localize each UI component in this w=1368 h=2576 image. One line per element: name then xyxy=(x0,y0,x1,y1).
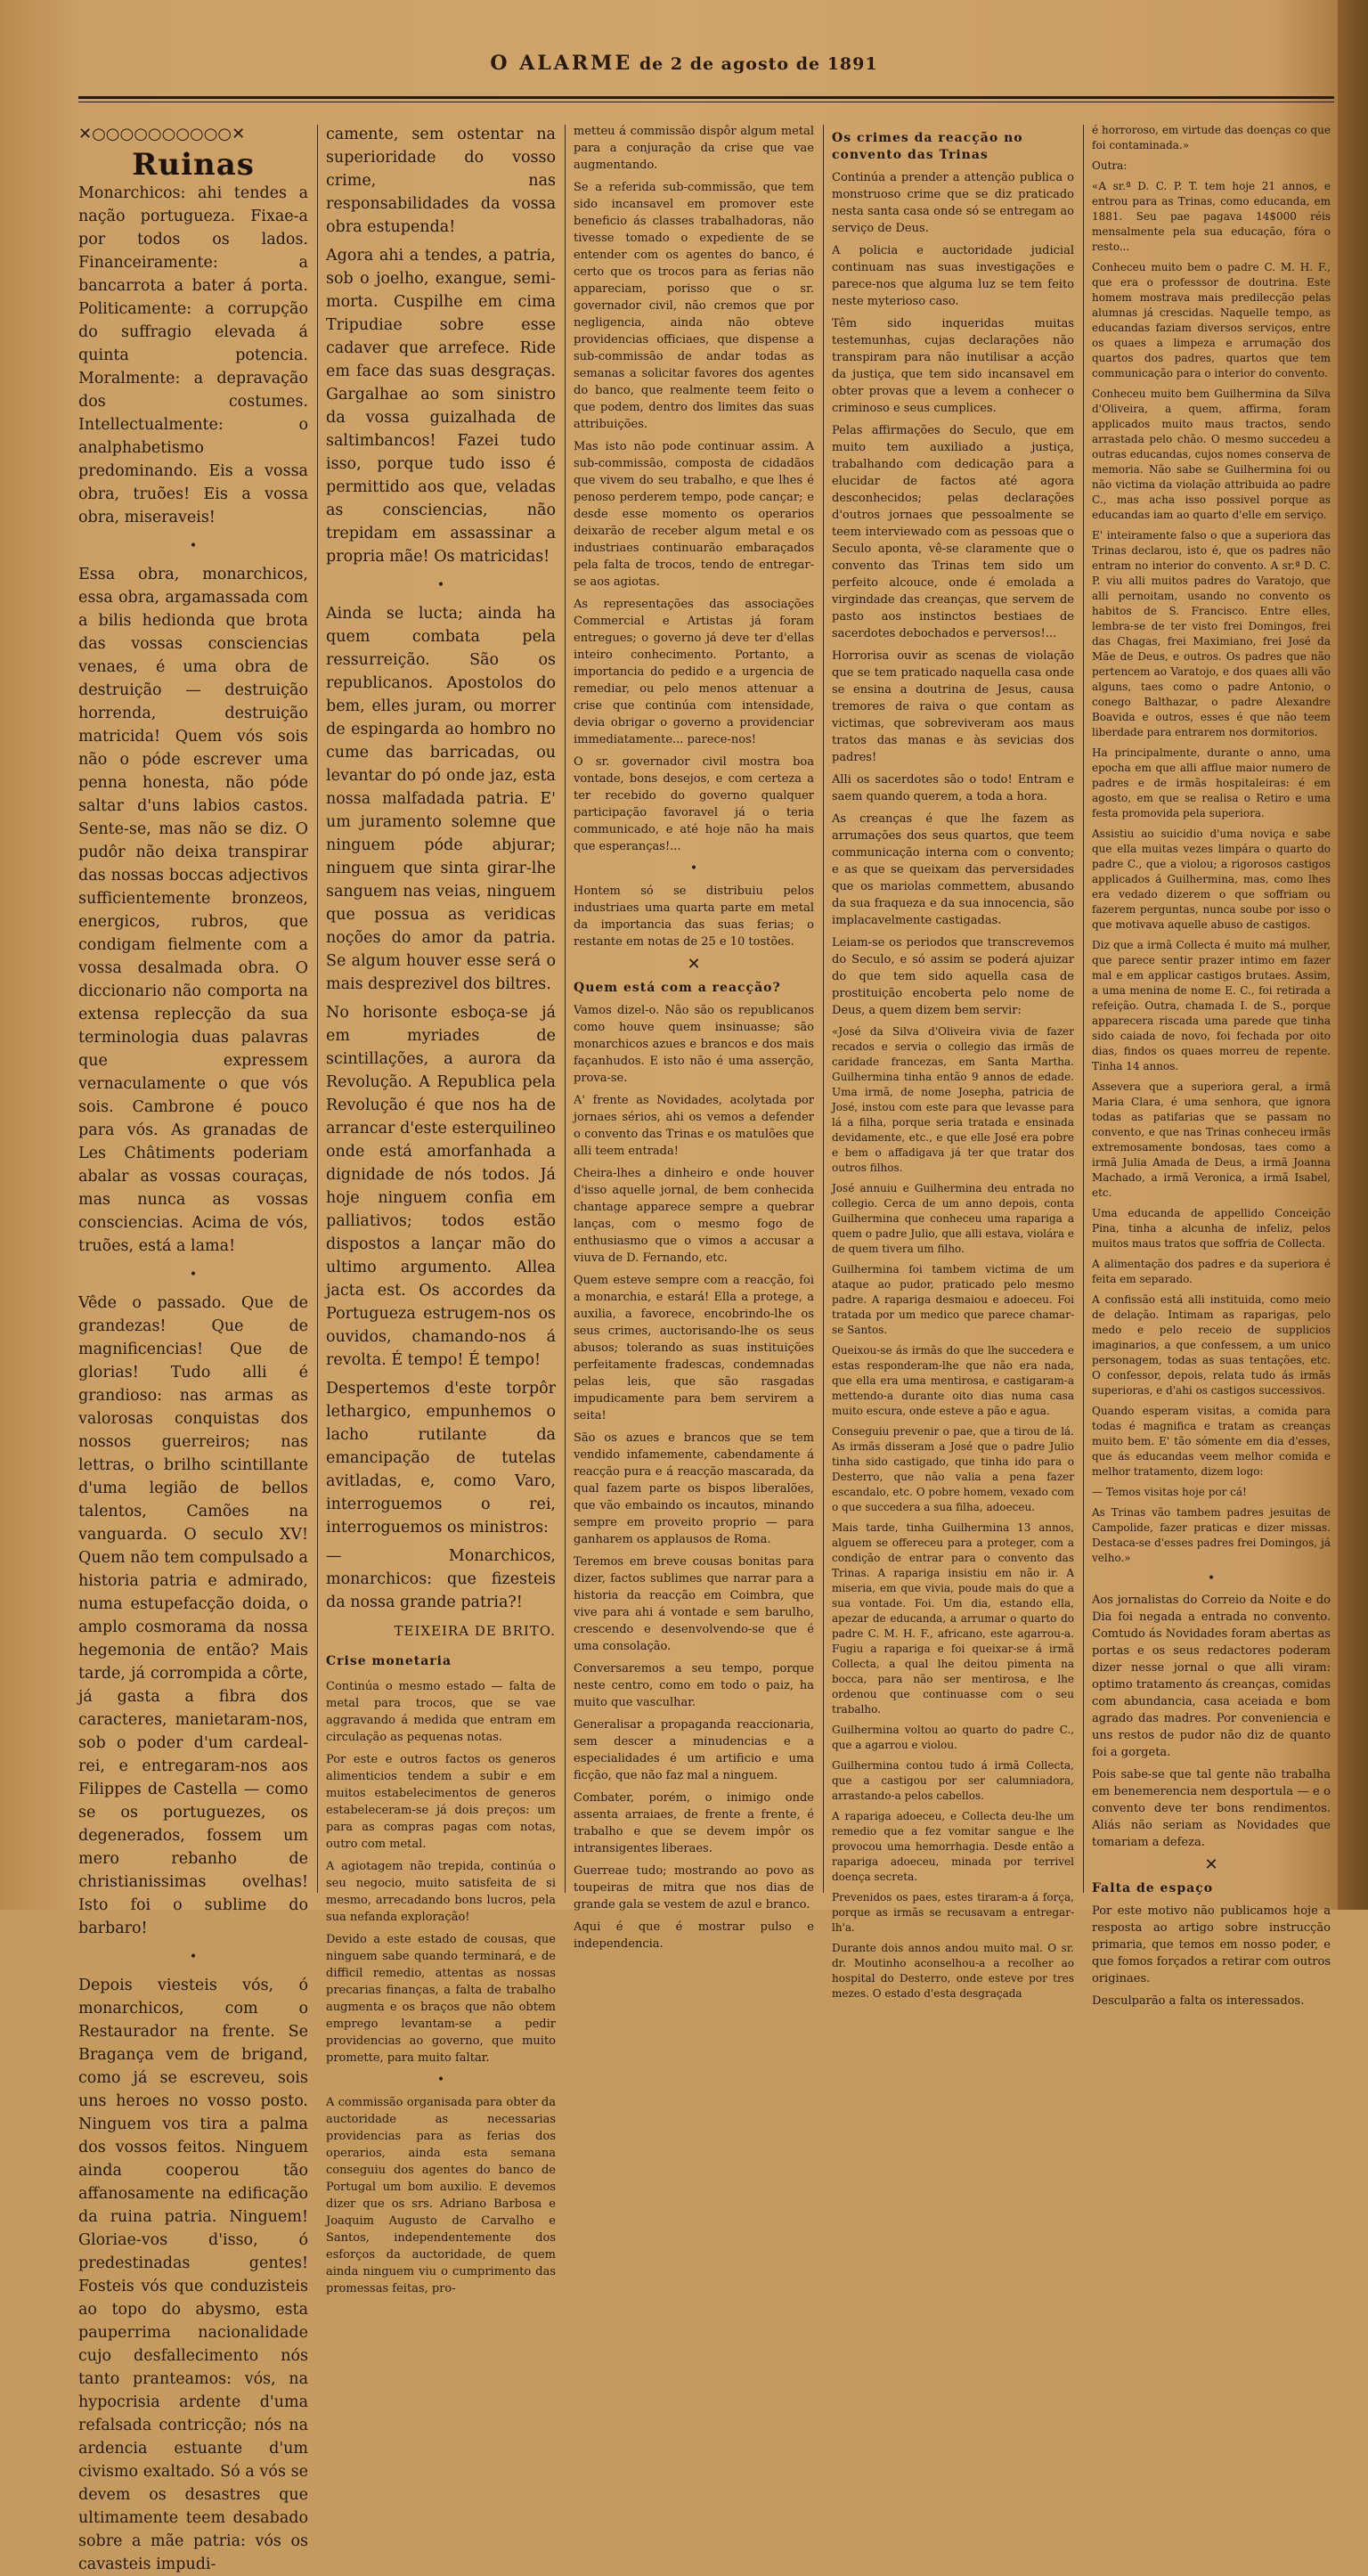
paragraph: Guerreae tudo; mostrando ao povo as toupeiras de mitra que nos dias de grande gala se vestem de azul e branco. xyxy=(574,1864,814,1912)
paragraph: São os azues e brancos que se tem vendido infamemente, cabendamente á reacção pura e á reacção mascarada, da qual fazem parte os bispos liberalões, que vão embaindo os incautos, minando sempre em proveito proprio — para ganharem os applausos de Roma. xyxy=(574,1431,814,1546)
page-edge xyxy=(1338,0,1368,1910)
paragraph: Vamos dizel-o. Não são os republicanos como houve quem insinuasse; são monarchicos azues e brancos e dos mais façanhudos. E isto não é uma asserção, prova-se. xyxy=(574,1004,814,1085)
masthead xyxy=(0,52,1368,75)
column-4 xyxy=(832,123,1074,2000)
quote-paragraph: Assistiu ao suicidio d'uma noviça e sabe que ella muitas vezes limpára o quarto do padre C., que a violou; a rigorosos castigos applicados á Guilhermina, mas, como lhes era vedado dizerem o que soffriam ou fazerem perguntas, nunca soube por isso o que motivava aquelle abuso de castigos. xyxy=(1092,827,1331,931)
quote-paragraph: Conheceu muito bem Guilhermina da Silva d'Oliveira, a quem, affirma, foram applicados muito maus tractos, sendo arrastada pelo chão. O mesmo succedeu a outras educandas, cujos nomes conserva de memoria. Não sabe se Guilhermina foi ou não victima da violação attribuida ao padre C., mas acha isso possivel porque as educandas iam ao quarto d'elle em serviço. xyxy=(1092,387,1331,521)
paragraph: Por este motivo não publicamos hoje a resposta ao artigo sobre instrucção primaria, que temos em nosso poder, e que fomos forçados a retirar com outros originaes. xyxy=(1092,1904,1331,1985)
paragraph: A' frente as Novidades, acolytada por jornaes sérios, ahi os vemos a defender o convento das Trinas e os matulões que alli teem entrada! xyxy=(574,1094,814,1158)
column-1 xyxy=(78,123,308,2573)
paragraph: Depois viesteis vós, ó monarchicos, com o Restaurador na frente. Se Bragança vem de brigand, como já se escreveu, sois uns heroes no vosso posto. Ninguem vos tira a palma dos vossos feitos. Ninguem ainda cooperou tão affanosamente na edificação da ruina patria. Ninguem! Gloriae-vos d'isso, ó predestinadas gentes! Fosteis vós que conduzisteis ao topo do abysmo, esta pauperrima nacionalidade cujo desfallecimento nós tanto pranteamos: vós, na hypocrisia ardente d'uma refalsada contricção; nós na ardencia estuante d'um civismo exaltado. Só a vós se devem os desastres que ultimamente teem desabado sobre a mãe patria: vós os cavasteis impudi- xyxy=(78,1977,308,2573)
paragraph: Leiam-se os periodos que transcrevemos do Seculo, e só assim se poderá ajuizar do que tem sido aquella casa de prostituição encoberta pelo nome de Deus, a quem dizem bem servir: xyxy=(832,936,1074,1017)
paragraph: Ainda se lucta; ainda ha quem combata pela ressurreição. São os republicanos. Apostolos do bem, elles juram, ou morrer de espingarda ao hombro no cume das barricadas, ou levantar do pó onde jaz, esta nossa malfadada patria. E' um juramento solemne que ninguem póde abjurar; ninguem que sinta girar-lhe sanguem nas veias, ninguem que possua as veridicas noções do amor da patria. Se algum houver esse será o mais desprezivel dos biltres. xyxy=(326,605,556,993)
paragraph: Alli os sacerdotes são o todo! Entram e saem quando querem, a toda a hora. xyxy=(832,773,1074,803)
quote-paragraph: Guilhermina contou tudo á irmã Collecta, que a castigou por ser calumniadora, arrastando-a pelos cabellos. xyxy=(832,1759,1074,1802)
quote-paragraph: é horroroso, em virtude das doenças co que foi contaminada.» xyxy=(1092,124,1331,151)
quote-paragraph: «A sr.ª D. C. P. T. tem hoje 21 annos, e entrou para as Trinas, como educanda, em 1881. Seu pae pagava 14$000 réis mensalmente pela sua educação, fóra o resto... xyxy=(1092,180,1331,253)
paragraph: Pelas affirmações do Seculo, que em muito tem auxiliado a justiça, trabalhando com dedicação para a elucidar de factos até agora desconhecidos; pelas declarações d'outros jornaes que pessoalmente se teem interviewado com as pessoas que o Seculo aponta, vê-se claramente que o convento das Trinas tem sido um perfeito alcouce, onde é emolada a virgindade das creanças, que servem de pasto aos instinctos bestiaes de sacerdotes debochados e perversos!... xyxy=(832,424,1074,640)
paragraph: A agiotagem não trepida, continúa o seu negocio, muito satisfeita de si mesmo, arrecadando bons lucros, pela sua nefanda exploração! xyxy=(326,1860,556,1924)
quote-paragraph: Guilhermina voltou ao quarto do padre C., que a agarrou e violou. xyxy=(832,1724,1074,1751)
paragraph: Teremos em breve cousas bonitas para dizer, factos sublimes que narrar para a historia da reacção em Coimbra, que vive para ahi á vontade e sem barulho, crescendo e desenvolvendo-se que é uma consolação. xyxy=(574,1555,814,1653)
quote-paragraph: Mais tarde, tinha Guilhermina 13 annos, alguem se offereceu para a proteger, com a condição de entrar para o convento das Trinas. A rapariga insistiu em não ir. A miseria, em que vivia, poude mais do que a sua vontade. Foi. Um dia, estando ella, apezar de educanda, a arrumar o quarto do padre C. M. H. F., africano, este agarrou-a. Fugiu a rapariga e foi queixar-se á irmã Collecta, a qual lhe deitou pimenta na bocca, para não ser mentirosa, e lhe ordenou que continuasse com o seu trabalho. xyxy=(832,1521,1074,1716)
separator: • xyxy=(189,1950,198,1964)
quote-paragraph: «José da Silva d'Oliveira vivia de fazer recados e servia o collegio das irmãs de caridade francezas, em Santa Martha. Guilhermina tinha então 9 annos de edade. Uma irmã, de nome Josepha, patricia de José, instou com este para que levasse para lá a filha, porque seria tratada e ensinada devidamente, etc., e que elle José era pobre e bem o affadigava já ter que tratar dos outros filhos. xyxy=(832,1025,1074,1174)
quote-paragraph: A rapariga adoeceu, e Collecta deu-lhe um remedio que a fez vomitar sangue e lhe provocou uma hemorrhagia. Desde então a rapariga adoeceu, minada por terrivel doença secreta. xyxy=(832,1810,1074,1883)
separator: • xyxy=(1207,1571,1216,1586)
column-divider xyxy=(565,125,566,1893)
paragraph: Agora ahi a tendes, a patria, sob o joelho, exangue, semi-morta. Cuspilhe em cima Tripudiae sobre esse cadaver que arrefece. Ride em face das suas desgraças. Gargalhae ao som sinistro da vossa guizalhada de saltimbancos! Fazei tudo isso, porque tudo isso é permittido aos que, veladas as consciencias, não trepidam em assassinar a propria mãe! Os matricidas! xyxy=(326,247,556,566)
column-2 xyxy=(326,123,556,2295)
paragraph: Conversaremos a seu tempo, porque neste centro, como em todo o paiz, ha muito que vasculhar. xyxy=(574,1662,814,1709)
quote-paragraph: Conheceu muito bem o padre C. M. H. F., que era o professsor de doutrina. Este homem mostrava mais predilecção pelas alumnas já crescidas. Naquelle tempo, as educandas faziam diversos serviços, entre os quaes a limpeza e arrumação dos quartos dos padres, quartos que tem communicação para o interior do convento. xyxy=(1092,261,1331,379)
quote-paragraph: Queixou-se ás irmãs do que lhe succedera e estas responderam-lhe que não era nada, que ella era uma mentirosa, e castigaram-a mettendo-a durante oito dias numa casa muito escura, onde esteve a pão e agua. xyxy=(832,1344,1074,1417)
paragraph: Aos jornalistas do Correio da Noite e do Dia foi negada a entrada no convento. Comtudo ás Novidades foram abertas as portas e os seus redactores poderam dizer nesse jornal o que alli viram: optimo tratamento ás creanças, comidas com abundancia, casa aceiada e bom agrado das madres. Por conveniencia e uns restos de pudor não diz de quanto foi a gorgeta. xyxy=(1092,1594,1331,1759)
separator-cross: ✕ xyxy=(1204,1855,1218,1874)
quote-paragraph: E' inteiramente falso o que a superiora das Trinas declarou, isto é, que os padres não entram no interior do convento. A sr.ª D. C. P. viu alli muitos padres do Varatojo, que alli pernoitam, usando no convento os habitos de S. Francisco. Entre elles, lembra-se de ter visto frei Domingos, frei das Chagas, frei Maximiano, frei José da Mãe de Deus, e outros. Os padres que não pertencem ao Varatojo, e dos quaes alli vão alguns, taes como o padre Antonio, o conego Balthazar, o padre Alexandre Boavida e outros, esses é que não teem liberdade para entrarem nos dormitorios. xyxy=(1092,529,1331,738)
separator: • xyxy=(436,578,445,592)
quote-paragraph: Durante dois annos andou muito mal. O sr. dr. Moutinho aconselhou-a a recolher ao hospital do Desterro, onde esteve por tres mezes. O estado d'esta desgraçada xyxy=(832,1942,1074,2000)
paragraph: O sr. governador civil mostra boa vontade, bons desejos, e com certeza a ter recebido do governo qualquer participação favoravel já o teria communicado, e até hoje não ha mais que esperanças!... xyxy=(574,755,814,853)
paragraph: Continúa a prender a attenção publica o monstruoso crime que se diz praticado nesta santa casa onde só se entregam ao serviço de Deus. xyxy=(832,171,1074,235)
quote-paragraph: A alimentação dos padres e da superiora é feita em separado. xyxy=(1092,1258,1331,1285)
paragraph: Essa obra, monarchicos, essa obra, argamassada com a bilis hedionda que brota das vossas consciencias venaes, é uma obra de destruição — destruição horrenda, destruição matricida! Quem vós sois não o póde escrever uma penna honesta, não póde saltar d'uns labios castos. Sente-se, mas não se diz. O pudôr não deixa transpirar das nossas boccas adjectivos sufficientemente bronzeos, energicos, rubros, que condigam fielmente com a vossa desalmada obra. O diccionario não comporta na extensa replecção da sua terminologia duas palavras que expressem vernaculamente o que vós sois. Cambrone é pouco para vós. As granadas de Les Châtiments poderiam abalar as vossas couraças, mas nunca as vossas consciencias. Acima de vós, truões, está a lama! xyxy=(78,566,308,1255)
paragraph: A policia e auctoridade judicial continuam nas suas investigações e parece-nos que alguma luz se tem feito neste myterioso caso. xyxy=(832,244,1074,308)
quote-paragraph: — Temos visitas hoje por cá! xyxy=(1092,1486,1247,1498)
section-heading: Os crimes da reacção no convento das Trinas xyxy=(832,131,1023,162)
paragraph: Outra: xyxy=(1092,159,1128,172)
paragraph: No horisonte esboça-se já em myriades de scintillações, a aurora da Revolução. A Republica pela Revolução é que nos ha de arrancar d'este esterquilineo onde está amorfanhada a dignidade de nós todos. Já hoje ninguem confia em palliativos; todos estão dispostos a lançar mão do ultimo argumento. Allea jacta est. Os accordes da Portugueza estrugem-nos os ouvidos, chamando-nos á revolta. É tempo! É tempo! xyxy=(326,1004,556,1369)
ornament-border: ✕○○○○○○○○○○✕ xyxy=(78,125,246,143)
paragraph: Combater, porém, o inimigo onde assenta arraiaes, de frente a frente, é trabalho e que se devem impôr os intransigentes liberaes. xyxy=(574,1791,814,1855)
paragraph: Continúa o mesmo estado — falta de metal para trocos, que se vae aggravando á medida que entram em circulação as pequenas notas. xyxy=(326,1680,556,1744)
quote-paragraph: Assevera que a superiora geral, a irmã Maria Clara, é uma senhora, que ignora todas as patifarias que se passam no convento, e que nas Trinas conheceu irmãs extremosamente bondosas, taes como a irmã Julia Amada de Deus, a irmã Joanna Machado, a irmã Veronica, a irmã Isabel, etc. xyxy=(1092,1080,1331,1199)
paragraph: Cheira-lhes a dinheiro e onde houver d'isso aquelle jornal, de bem conhecida chantage apparece sempre a quebrar lanças, com o mesmo fogo de enthusiasmo que o vimos a accusar a viuva de D. Fernando, etc. xyxy=(574,1167,814,1265)
paragraph: Têm sido inqueridas muitas testemunhas, cujas declarações não transpiram para não inutilisar a acção da justiça, que tem sido incansavel em obter provas que a levem a conhecer o criminoso e seus cumplices. xyxy=(832,317,1074,415)
masthead-date: de 2 de agosto de 1891 xyxy=(639,54,878,74)
quote-paragraph: Uma educanda de appellido Conceição Pina, tinha a alcunha de infeliz, pelos muitos maus tratos que soffria de Collecta. xyxy=(1092,1207,1331,1250)
paragraph: As creanças é que lhe fazem as arrumações dos seus quartos, que teem communicação interna com o convento; e as que se queixam das perversidades que os mariolas commettem, abusando da sua fraqueza e da sua innocencia, são implacavelmente castigadas. xyxy=(832,812,1074,927)
paragraph: Hontem só se distribuiu pelos industriaes uma quarta parte em metal da importancia das suas ferias; o restante em notas de 25 e 10 tostões. xyxy=(574,884,814,949)
quote-paragraph: Guilhermina foi tambem victima de um ataque ao pudor, praticado pelo mesmo padre. A rapariga desmaiou e adoeceu. Foi tratada por um medico que parece chamar-se Santos. xyxy=(832,1263,1074,1336)
paragraph: Horrorisa ouvir as scenas de violação que se tem praticado naquella casa onde se ensina a doutrina de Jesus, causa tremores de raiva o que contam as victimas, que sobreviveram aos maus tratos das manas e às sevicias dos padres! xyxy=(832,649,1074,764)
masthead-title: O ALARME xyxy=(490,52,633,75)
masthead-rule-thick xyxy=(78,96,1334,99)
quote-paragraph: A confissão está alli instituida, como meio de delação. Intimam as raparigas, pelo medo e pelo receio de supplicios imaginarios, a que confessem, a um unico personagem, todas as suas tentações, etc. O confessor, depois, relata tudo ás irmãs superioras, e d'ahi os castigos successivos. xyxy=(1092,1293,1331,1397)
quote-paragraph: As Trinas vão tambem padres jesuitas de Campolide, fazer praticas e dizer missas. Destaca-se d'esses padres frei Domingos, já velho.» xyxy=(1092,1506,1331,1564)
paragraph: metteu á commissão dispôr algum metal para a conjuração da crise que vae augmentando. xyxy=(574,125,814,172)
quote-paragraph: Ha principalmente, durante o anno, uma epocha em que alli afflue maior numero de padres e de irmãs hospitaleiras: é em agosto, em que se realisa o Retiro e uma festa promovida pela superiora. xyxy=(1092,746,1331,819)
paragraph: Por este e outros factos os generos alimenticios tendem a subir e em muitos estabelecimentos de generos estabeleceram-se já dois preços: um para as compras pagas com notas, outro com metal. xyxy=(326,1753,556,1851)
quote-paragraph: José annuiu e Guilhermina deu entrada no collegio. Cerca de um anno depois, conta Guilhermina que conheceu uma rapariga a quem o padre Julio, que alli estava, violára e de quem tivera um filho. xyxy=(832,1182,1074,1255)
quote-paragraph: Diz que a irmã Collecta é muito má mulher, que parece sentir prazer intimo em fazer mal e em applicar castigos brutaes. Assim, a uma menina de nome E. C., foi retirada a refeição. Outra, chamada I. de S., porque apparecera riscada uma parede que tinha sido caiada de novo, foi fechada por oito dias, findos os quaes morreu de repente. Tinha 14 annos. xyxy=(1092,939,1331,1072)
paragraph: As representações das associações Commercial e Artistas já foram entregues; o governo já deve ter d'ellas inteiro conhecimento. Portanto, a importancia do pedido e a urgencia de remediar, ou pelo menos attenuar a crise que continúa com intensidade, devia obrigar o governo a providenciar immediatamente... parece-nos! xyxy=(574,598,814,746)
quote-paragraph: Prevenidos os paes, estes tiraram-a á força, porque as irmãs se recusavam a entregar-lh'a. xyxy=(832,1891,1074,1934)
column-divider xyxy=(1083,125,1084,1893)
paragraph: Desculparão a falta os interessados. xyxy=(1092,1994,1305,2008)
paragraph: Se a referida sub-commissão, que tem sido incansavel em promover este beneficio ás classes trabalhadoras, não tivesse tomado o expediente de se entender com os agentes do banco, é certo que os trocos para as ferias não appareciam, porisso que o sr. governador civil, não cremos que por negligencia, ainda não obteve providencias officiaes, que dispense a sub-commissão de andar todas as semanas a solicitar favores dos agentes do banco, que realmente teem feito o que podem, dentro dos limites das suas attribuições. xyxy=(574,181,814,431)
paragraph: Generalisar a propaganda reaccionaria, sem descer a minudencias e a especialidades é um artificio e uma ficção, que não faz mal a ninguem. xyxy=(574,1718,814,1782)
paragraph: — Monarchicos, monarchicos: que fizesteis da nossa grande patria?! xyxy=(326,1547,556,1611)
paragraph: Vêde o passado. Que de grandezas! Que de magnificencias! Que de glorias! Tudo alli é grandioso: nas armas as valorosas conquistas dos nossos guerreiros; nas lettras, o brilho scintillante d'uma legião de bellos talentos, Camões na vanguarda. O seculo XV! Quem não tem compulsado a historia patria e admirado, numa estupefacção doida, o amplo cosmorama da nossa hegemonia de então? Mais tarde, já corrompida a côrte, já gasta a fibra dos caracteres, manietaram-nos, sob o poder d'um cardeal-rei, e entregaram-nos aos Filippes de Castella — como se os portuguezes, os degenerados, fossem um mero rebanho de christianissimas ovelhas! Isto foi o sublime do barbaro! xyxy=(78,1294,308,1937)
quote-paragraph: Conseguiu prevenir o pae, que a tirou de lá. As irmãs disseram a José que o padre Julio tinha sido castigado, que tinha ido para o Desterro, que não valia a pena fazer escandalo, etc. O pobre homem, vexado com o que succedera a sua filha, adoeceu. xyxy=(832,1425,1074,1513)
paragraph: A commissão organisada para obter da auctoridade as necessarias providencias para as ferias dos operarios, ainda esta semana conseguiu dos agentes do banco de Portugal um bom auxilio. E devemos dizer que os srs. Adriano Barbosa e Joaquim Augusto de Carvalho e Santos, independentemente dos esforços da auctoridade, de quem ainda ninguem viu o cumprimento das promessas feitas, pro- xyxy=(326,2096,556,2295)
separator: • xyxy=(189,1268,198,1282)
paragraph: Despertemos d'este torpôr lethargico, empunhemos o lacho rutilante da emancipação de tutelas avitladas, e, como Varo, interroguemos o rei, interroguemos os ministros: xyxy=(326,1380,556,1537)
paragraph: Monarchicos: ahi tendes a nação portugueza. Fixae-a por todos os lados. Financeiramente: a bancarrota a bater á porta. Politicamente: a corrupção do suffragio elevada á quinta potencia. Moralmente: a depravação dos costumes. Intellectualmente: o analphabetismo predominando. Eis a vossa obra, truões! Eis a vossa obra, miseraveis! xyxy=(78,184,308,526)
paragraph: Mas isto não pode continuar assim. A sub-commissão, composta de cidadãos que vivem do seu trabalho, e que lhes é penoso perderem tempo, pode cançar; e desde esse momento os operarios deixarão de receber algum metal e os industriaes continuarão embaraçados pela falta de trocos, tendo de entregar-se aos agiotas. xyxy=(574,440,814,589)
separator: • xyxy=(689,861,698,876)
section-heading: Quem está com a reacção? xyxy=(574,981,781,995)
column-5 xyxy=(1092,123,1331,2008)
column-3 xyxy=(574,123,814,1951)
paragraph: camente, sem ostentar na superioridade do vosso crime, nas responsabilidades da vossa obra estupenda! xyxy=(326,126,556,236)
signature: TEIXEIRA DE BRITO. xyxy=(394,1623,556,1639)
article-title-ruinas: Ruinas xyxy=(132,147,255,183)
paragraph: Aqui é que é mostrar pulso e independencia. xyxy=(574,1920,814,1951)
paragraph: Devido a este estado de cousas, que ninguem sabe quando terminará, e de difficil remedio, attentas as nossas precarias finanças, a falta de trabalho augmenta e os braços que não obtem emprego levantam-se a pedir providencias ao governo, que muito promette, para muito faltar. xyxy=(326,1933,556,2065)
section-heading: Crise monetaria xyxy=(326,1654,452,1668)
separator: • xyxy=(436,2073,445,2087)
paragraph: Quem esteve sempre com a reacção, foi a monarchia, e estará! Ella a protege, a auxilia, a favorece, encobrindo-lhe os seus crimes, auctorisando-lhe os seus abusos; tolerando as suas instituições perfeitamente fradescas, condemnadas pelas leis, que são rasgadas impudicamente para bem servirem a seita! xyxy=(574,1274,814,1423)
column-divider xyxy=(317,125,318,1893)
section-heading: Falta de espaço xyxy=(1092,1881,1214,1895)
separator: • xyxy=(189,539,198,553)
quote-paragraph: Quando esperam visitas, a comida para todas é magnifica e tratam as creanças muito bem. E' tão sómente em dia d'esses, que ás educandas veem melhor comida e melhor tratamento, dizem logo: xyxy=(1092,1405,1331,1478)
column-divider xyxy=(823,125,824,1893)
paragraph: Pois sabe-se que tal gente não trabalha em benemerencia nem desportula — e o convento deve ter bons rendimentos. Aliás não seriam as Novidades que tomariam a defeza. xyxy=(1092,1768,1331,1849)
separator-cross: ✕ xyxy=(687,955,701,974)
